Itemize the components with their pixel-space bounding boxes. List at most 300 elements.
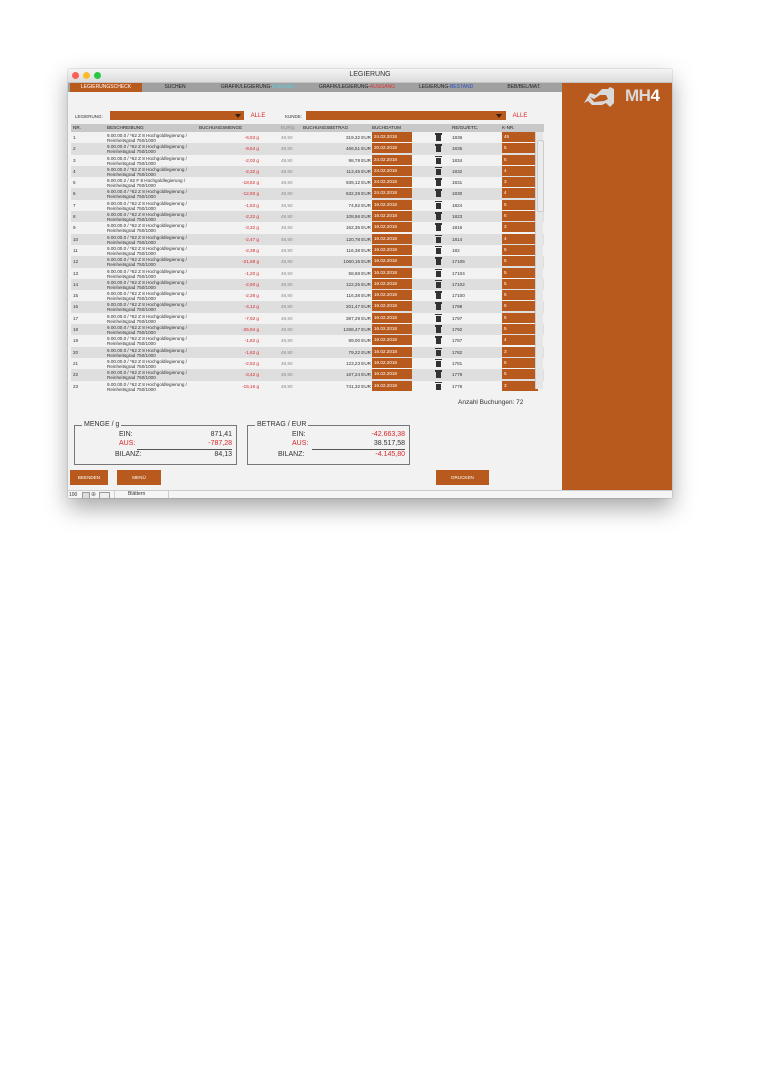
row-beschreibung <box>107 348 205 358</box>
row-buchungsmenge: -18,82 g <box>242 180 259 186</box>
betrag-title: BETRAG / EUR <box>257 421 307 428</box>
row-knr[interactable]: 3 <box>502 222 538 232</box>
row-knr[interactable]: 5 <box>502 313 538 323</box>
row-knr[interactable]: 5 <box>502 279 538 289</box>
alle-legierung-button[interactable]: ALLE <box>250 113 266 119</box>
app-window <box>68 69 672 498</box>
row-knr[interactable]: 5 <box>502 256 538 266</box>
row-nr: 8 <box>73 214 76 220</box>
row-buchdatum[interactable]: 24.02.2018 <box>372 177 412 187</box>
row-beschreibung <box>107 269 205 279</box>
row-nr: 18 <box>73 327 79 333</box>
row-beschreibung-line1: 9.00.00.0 / *62 Z 8 Hochgoldlegierung / <box>107 234 187 240</box>
row-re: 1830 <box>452 191 463 197</box>
row-eur-g: 48,90 <box>281 327 293 333</box>
tab-bar <box>68 83 562 92</box>
col-nr[interactable]: NR. <box>73 125 81 130</box>
mode-indicator <box>114 490 169 498</box>
row-beschreibung <box>107 133 205 143</box>
row-eur-g: 48,90 <box>281 372 293 378</box>
row-re: 1778 <box>452 383 463 389</box>
table-row[interactable] <box>71 222 544 233</box>
beenden-button[interactable]: BEENDEN <box>70 470 108 485</box>
row-buchdatum[interactable]: 16.02.2018 <box>372 381 412 391</box>
table-row[interactable] <box>71 143 544 154</box>
row-eur-g: 48,90 <box>281 146 293 152</box>
row-nr: 12 <box>73 259 79 265</box>
row-nr: 5 <box>73 180 76 186</box>
menu-button[interactable]: MENÜ <box>117 470 161 485</box>
trash-icon[interactable] <box>435 212 442 220</box>
table-scrollbar[interactable] <box>535 132 543 389</box>
row-buchdatum[interactable]: 16.02.2018 <box>372 245 412 255</box>
col-knr[interactable]: K-NR. <box>502 125 515 130</box>
row-eur-g: 48,90 <box>281 135 293 140</box>
row-buchungsmenge: -2,02 g <box>244 157 259 163</box>
kunde-label: KUNDE: <box>285 114 303 119</box>
trash-icon[interactable] <box>435 291 442 299</box>
booking-table <box>71 132 544 392</box>
row-buchungsmenge: -15,16 g <box>242 383 259 389</box>
alle-kunde-button[interactable]: ALLE <box>512 113 528 119</box>
row-beschreibung-line2: Reinheitsgrad 750/1000 <box>107 284 156 290</box>
tab-suchen[interactable] <box>142 83 208 92</box>
row-buchungsmenge: -25,94 g <box>242 327 259 333</box>
row-beschreibung-line1: 9.00.00.0 / *62 Z 8 Hochgoldlegierung / <box>107 155 187 161</box>
row-beschreibung <box>107 235 205 245</box>
row-re: 17104 <box>452 270 465 276</box>
table-row[interactable] <box>71 177 544 188</box>
mh4-logo <box>625 86 659 106</box>
row-beschreibung-line2: Reinheitsgrad 750/1000 <box>107 352 156 358</box>
row-beschreibung-line2: Reinheitsgrad 750/1000 <box>107 386 156 392</box>
row-re: 1797 <box>452 315 463 321</box>
mode-label: Blättern <box>128 491 146 497</box>
tab-grafik-eingang[interactable] <box>208 83 308 92</box>
trash-icon[interactable] <box>435 348 442 356</box>
row-eur-g: 48,90 <box>281 191 293 197</box>
row-beschreibung-line1: 9.00.00.0 / *62 Z 8 Hochgoldlegierung / <box>107 257 187 263</box>
row-beschreibung-line1: 9.00.00.0 / *62 Z 8 Hochgoldlegierung / <box>107 302 187 308</box>
trash-icon[interactable] <box>435 201 442 209</box>
window-title: LEGIERUNG <box>349 71 391 78</box>
trash-icon[interactable] <box>435 359 442 367</box>
row-beschreibung <box>107 257 205 267</box>
row-nr: 17 <box>73 315 79 321</box>
row-re: 1781 <box>452 360 463 366</box>
row-beschreibung-line1: 9.00.00.2 / 62 F 8 Hochgoldlegierung / <box>107 178 186 184</box>
row-nr: 16 <box>73 304 79 310</box>
trash-icon[interactable] <box>435 223 442 231</box>
row-eur-g: 48,90 <box>281 236 293 242</box>
row-buchungsbetrag: 108,56 EUR <box>345 214 371 220</box>
row-buchungsbetrag: 201,47 EUR <box>345 304 371 310</box>
tab-label-highlight: BESTAND <box>449 84 474 90</box>
row-beschreibung-line1: 9.00.00.0 / *62 Z 8 Hochgoldlegierung / <box>107 381 187 387</box>
row-nr: 4 <box>73 168 76 174</box>
row-buchungsmenge: -1,82 g <box>244 338 259 344</box>
trash-icon[interactable] <box>435 178 442 186</box>
row-buchungsbetrag: 123,23 EUR <box>345 360 371 366</box>
trash-icon[interactable] <box>435 257 442 265</box>
row-buchungsmenge: -9,54 g <box>244 146 259 152</box>
row-eur-g: 48,90 <box>281 259 293 265</box>
row-knr[interactable]: 5 <box>502 143 538 153</box>
trash-icon[interactable] <box>435 167 442 175</box>
col-beschreibung[interactable]: BESCHREIBUNG <box>107 125 144 130</box>
row-nr: 20 <box>73 349 79 355</box>
row-buchdatum[interactable]: 16.02.2018 <box>372 324 412 334</box>
col-buchdatum[interactable]: BUCHDATUM <box>372 125 402 130</box>
row-nr: 23 <box>73 383 79 389</box>
drucken-button[interactable]: DRUCKEN <box>436 470 489 485</box>
tab-label: GRAFIK/LEGIERUNG- <box>318 84 371 90</box>
row-re: 1834 <box>452 157 463 163</box>
row-beschreibung-line1: 9.00.00.0 / *62 Z 8 Hochgoldlegierung / <box>107 268 187 274</box>
zoom-level[interactable]: 100 <box>69 492 78 498</box>
row-buchungsmenge: -2,50 g <box>244 281 259 287</box>
row-buchdatum[interactable]: 16.02.2018 <box>372 279 412 289</box>
row-buchdatum[interactable]: 20.02.2018 <box>372 143 412 153</box>
table-row[interactable] <box>71 245 544 256</box>
logo-mh: MH <box>625 86 651 105</box>
table-row[interactable] <box>71 301 544 312</box>
table-row[interactable] <box>71 324 544 335</box>
row-beschreibung <box>107 212 205 222</box>
row-beschreibung-line2: Reinheitsgrad 750/1000 <box>107 307 156 313</box>
row-buchdatum[interactable]: 16.02.2018 <box>372 335 412 345</box>
row-knr[interactable]: 5 <box>502 200 538 210</box>
tab-grafik-ausgang[interactable] <box>308 83 406 92</box>
row-beschreibung <box>107 144 205 154</box>
row-beschreibung-line2: Reinheitsgrad 750/1000 <box>107 205 156 211</box>
trash-icon[interactable] <box>435 246 442 254</box>
row-knr[interactable]: 5 <box>502 155 538 165</box>
row-knr[interactable]: 4 <box>502 234 538 244</box>
trash-icon[interactable] <box>435 370 442 378</box>
row-beschreibung-line2: Reinheitsgrad 750/1000 <box>107 149 156 155</box>
row-beschreibung-line2: Reinheitsgrad 750/1000 <box>107 194 156 200</box>
kunde-select[interactable] <box>306 111 506 120</box>
row-buchdatum[interactable]: 16.02.2018 <box>372 301 412 311</box>
row-buchungsbetrag: 79,22 EUR <box>348 349 371 355</box>
row-beschreibung-line1: 9.00.00.0 / *62 Z 8 Hochgoldlegierung / <box>107 223 187 229</box>
title-bar <box>68 69 672 83</box>
row-nr: 22 <box>73 372 79 378</box>
row-re: 1816 <box>452 225 463 231</box>
col-re[interactable]: RE/GU/ETC. <box>452 125 479 130</box>
row-buchdatum[interactable]: 16.02.2018 <box>372 313 412 323</box>
tab-label: GRAFIK/LEGIERUNG- <box>220 84 273 90</box>
row-knr[interactable]: 3 <box>502 381 538 391</box>
row-re: 1835 <box>452 146 463 152</box>
row-beschreibung-line1: 9.00.00.0 / *62 Z 8 Hochgoldlegierung / <box>107 133 187 138</box>
row-re: 1824 <box>452 202 463 208</box>
trash-icon[interactable] <box>435 269 442 277</box>
row-beschreibung <box>107 201 205 211</box>
row-beschreibung <box>107 302 205 312</box>
row-beschreibung-line1: 9.00.00.0 / *62 Z 8 Hochgoldlegierung / <box>107 291 187 297</box>
menge-title: MENGE / g <box>84 421 120 428</box>
row-buchungsbetrag: 120,78 EUR <box>345 236 371 242</box>
menge-summary <box>74 421 237 465</box>
row-knr[interactable]: 5 <box>502 211 538 221</box>
row-buchdatum[interactable]: 16.02.2018 <box>372 369 412 379</box>
legierung-label: LEGIERUNG: <box>75 114 103 119</box>
table-row[interactable] <box>71 279 544 290</box>
row-knr[interactable]: 5 <box>502 369 538 379</box>
row-buchungsmenge: -6,53 g <box>244 135 259 140</box>
row-nr: 15 <box>73 293 79 299</box>
row-knr[interactable]: 5 <box>502 290 538 300</box>
row-buchdatum[interactable]: 16.02.2018 <box>372 234 412 244</box>
trash-icon[interactable] <box>435 133 442 141</box>
row-buchungsmenge: -3,42 g <box>244 372 259 378</box>
row-eur-g: 48,90 <box>281 304 293 310</box>
table-row[interactable] <box>71 381 544 392</box>
betrag-divider <box>312 449 405 450</box>
row-beschreibung-line2: Reinheitsgrad 750/1000 <box>107 183 156 189</box>
row-knr[interactable]: 4 <box>502 166 538 176</box>
table-row[interactable] <box>71 166 544 177</box>
table-row[interactable] <box>71 200 544 211</box>
row-beschreibung-line1: 9.00.00.0 / *62 Z 8 Hochgoldlegierung / <box>107 200 187 206</box>
row-beschreibung <box>107 280 205 290</box>
trash-icon[interactable] <box>435 235 442 243</box>
row-beschreibung <box>107 370 205 380</box>
row-buchungsmenge: -1,62 g <box>244 349 259 355</box>
row-buchdatum[interactable]: 24.02.2018 <box>372 166 412 176</box>
betrag-summary <box>247 421 410 465</box>
row-buchungsbetrag: 167,24 EUR <box>345 372 371 378</box>
row-buchdatum[interactable]: 24.02.2018 <box>372 188 412 198</box>
row-buchungsmenge: -2,52 g <box>244 360 259 366</box>
row-buchungsbetrag: 98,78 EUR <box>348 157 371 163</box>
row-buchdatum[interactable]: 16.02.2018 <box>372 211 412 221</box>
row-eur-g: 48,90 <box>281 293 293 299</box>
row-beschreibung <box>107 156 205 166</box>
row-knr[interactable]: 5 <box>502 358 538 368</box>
trash-icon[interactable] <box>435 189 442 197</box>
row-nr: 10 <box>73 236 79 242</box>
row-nr: 14 <box>73 281 79 287</box>
row-buchungsbetrag: 939,12 EUR <box>345 180 371 186</box>
zoom-out-icon[interactable] <box>82 492 90 498</box>
row-buchdatum[interactable]: 16.02.2018 <box>372 358 412 368</box>
row-re: 17102 <box>452 281 465 287</box>
trash-icon[interactable] <box>435 144 442 152</box>
trash-icon[interactable] <box>435 336 442 344</box>
row-buchungsbetrag: 113,45 EUR <box>346 168 371 174</box>
row-buchungsmenge: -7,92 g <box>244 315 259 321</box>
row-beschreibung <box>107 246 205 256</box>
row-buchungsbetrag: 122,25 EUR <box>345 281 371 287</box>
row-buchdatum[interactable]: 24.02.2018 <box>372 155 412 165</box>
row-beschreibung-line2: Reinheitsgrad 750/1000 <box>107 228 156 234</box>
brand-sidebar <box>562 83 672 490</box>
tab-beb-bel-mat[interactable] <box>486 83 562 92</box>
row-beschreibung <box>107 314 205 324</box>
row-eur-g: 48,90 <box>281 202 293 208</box>
row-beschreibung-line2: Reinheitsgrad 750/1000 <box>107 330 156 336</box>
row-beschreibung-line2: Reinheitsgrad 750/1000 <box>107 341 156 347</box>
row-knr[interactable]: 3 <box>502 347 538 357</box>
row-beschreibung-line2: Reinheitsgrad 750/1000 <box>107 239 156 245</box>
col-eur-g[interactable]: EUR/g <box>281 125 295 130</box>
table-row[interactable] <box>71 256 544 267</box>
row-buchungsbetrag: 74,82 EUR <box>348 202 371 208</box>
row-eur-g: 48,90 <box>281 270 293 276</box>
row-buchungsbetrag: 58,68 EUR <box>348 270 371 276</box>
table-row[interactable] <box>71 234 544 245</box>
table-row[interactable] <box>71 211 544 222</box>
row-buchungsmenge: -1,20 g <box>244 270 259 276</box>
row-buchungsmenge: -3,32 g <box>244 225 259 231</box>
table-row[interactable] <box>71 369 544 380</box>
row-buchdatum[interactable]: 16.02.2018 <box>372 268 412 278</box>
tab-legierung-bestand[interactable] <box>406 83 486 92</box>
row-beschreibung-line2: Reinheitsgrad 750/1000 <box>107 273 156 279</box>
row-re: 1836 <box>452 135 463 140</box>
row-re: 1787 <box>452 338 463 344</box>
row-nr: 7 <box>73 202 76 208</box>
betrag-ein-label: EIN: <box>292 431 306 438</box>
row-buchungsbetrag: 116,38 EUR <box>346 293 371 299</box>
menge-aus-label: AUS: <box>119 440 136 447</box>
row-buchdatum[interactable]: 16.02.2018 <box>372 200 412 210</box>
row-buchungsbetrag: 741,32 EUR <box>345 383 371 389</box>
row-eur-g: 48,90 <box>281 281 293 287</box>
row-re: 1782 <box>452 349 463 355</box>
tab-label: BEB/BEL/MAT. <box>507 84 541 90</box>
row-knr[interactable]: 5 <box>502 301 538 311</box>
status-bar <box>68 490 672 498</box>
row-beschreibung-line2: Reinheitsgrad 750/1000 <box>107 262 156 268</box>
menge-bilanz-label: BILANZ: <box>115 451 142 458</box>
row-buchungsbetrag: 319,32 EUR <box>345 135 371 140</box>
row-beschreibung-line2: Reinheitsgrad 750/1000 <box>107 250 156 256</box>
table-row[interactable] <box>71 313 544 324</box>
tab-label: LEGIERUNG- <box>418 84 450 90</box>
row-beschreibung-line2: Reinheitsgrad 750/1000 <box>107 217 156 223</box>
row-knr[interactable]: 45 <box>502 132 538 142</box>
row-beschreibung-line2: Reinheitsgrad 750/1000 <box>107 296 156 302</box>
row-knr[interactable]: 3 <box>502 177 538 187</box>
zoom-in-icon[interactable]: ⊕ <box>91 492 97 498</box>
legierung-select[interactable] <box>110 111 244 120</box>
row-eur-g: 48,90 <box>281 157 293 163</box>
row-nr: 11 <box>73 247 78 253</box>
trash-icon[interactable] <box>435 382 442 390</box>
row-buchungsmenge: -1,53 g <box>244 202 259 208</box>
row-beschreibung-line2: Reinheitsgrad 750/1000 <box>107 138 156 143</box>
row-buchungsbetrag: 1060,15 EUR <box>343 259 371 265</box>
row-buchdatum[interactable]: 16.02.2018 <box>372 290 412 300</box>
table-row[interactable] <box>71 155 544 166</box>
anzahl-buchungen: Anzahl Buchungen: 72 <box>458 399 524 406</box>
row-buchungsbetrag: 116,38 EUR <box>346 247 371 253</box>
row-beschreibung <box>107 382 205 392</box>
scrollbar-thumb[interactable] <box>537 140 544 212</box>
row-eur-g: 48,90 <box>281 180 293 186</box>
row-beschreibung <box>107 178 205 188</box>
chevron-down-icon <box>496 114 502 118</box>
row-buchdatum[interactable]: 24.02.2018 <box>372 132 412 142</box>
row-eur-g: 48,90 <box>281 383 293 389</box>
row-beschreibung <box>107 291 205 301</box>
trash-icon[interactable] <box>435 156 442 164</box>
row-beschreibung-line1: 9.00.00.0 / *62 Z 8 Hochgoldlegierung / <box>107 144 187 150</box>
row-knr[interactable]: 4 <box>502 188 538 198</box>
row-nr: 13 <box>73 270 79 276</box>
row-knr[interactable]: 5 <box>502 268 538 278</box>
row-buchdatum[interactable]: 16.02.2018 <box>372 256 412 266</box>
row-beschreibung <box>107 223 205 233</box>
trash-icon[interactable] <box>435 280 442 288</box>
row-buchungsbetrag: 1268,47 EUR <box>343 327 371 333</box>
row-nr: 6 <box>73 191 76 197</box>
trash-icon[interactable] <box>435 302 442 310</box>
table-row[interactable] <box>71 132 544 143</box>
row-beschreibung-line1: 9.00.00.0 / *62 Z 8 Hochgoldlegierung / <box>107 166 187 172</box>
row-nr: 1 <box>73 135 76 140</box>
table-row[interactable] <box>71 358 544 369</box>
col-buchungsbetrag[interactable]: BUCHUNGSBETRAG <box>303 125 349 130</box>
betrag-aus-label: AUS: <box>292 440 309 447</box>
trash-icon[interactable] <box>435 314 442 322</box>
row-buchdatum[interactable]: 16.02.2018 <box>372 222 412 232</box>
row-beschreibung-line1: 9.00.00.0 / *62 Z 8 Hochgoldlegierung / <box>107 358 187 364</box>
menge-divider <box>137 449 232 450</box>
row-beschreibung <box>107 167 205 177</box>
row-buchungsbetrag: 466,51 EUR <box>345 146 371 152</box>
layout-toggle-icon[interactable] <box>99 492 110 498</box>
betrag-aus-value: 38.517,58 <box>373 440 405 447</box>
row-eur-g: 48,90 <box>281 168 293 174</box>
row-eur-g: 48,90 <box>281 360 293 366</box>
trash-icon[interactable] <box>435 325 442 333</box>
betrag-bilanz-label: BILANZ: <box>278 451 305 458</box>
row-beschreibung-line1: 9.00.00.0 / *62 Z 8 Hochgoldlegierung / <box>107 370 187 376</box>
table-row[interactable] <box>71 347 544 358</box>
row-buchungsbetrag: 89,00 EUR <box>348 338 371 344</box>
row-buchungsmenge: -2,22 g <box>244 214 259 220</box>
betrag-ein-value: -42.663,38 <box>371 431 405 438</box>
main-content <box>68 92 562 490</box>
tab-label: LEGIERUNGSCHECK <box>80 84 132 90</box>
col-buchungsmenge[interactable]: BUCHUNGSMENGE <box>199 125 243 130</box>
row-knr[interactable]: 5 <box>502 245 538 255</box>
row-beschreibung <box>107 325 205 335</box>
cat-logo-icon <box>580 85 622 109</box>
tab-legierungscheck[interactable] <box>70 83 142 92</box>
row-re: 1823 <box>452 214 463 220</box>
row-re: 1814 <box>452 236 463 242</box>
row-beschreibung-line1: 9.00.00.0 / *62 Z 8 Hochgoldlegierung / <box>107 212 187 218</box>
table-row[interactable] <box>71 335 544 346</box>
row-eur-g: 48,90 <box>281 315 293 321</box>
row-eur-g: 48,90 <box>281 225 293 231</box>
table-row[interactable] <box>71 290 544 301</box>
table-row[interactable] <box>71 188 544 199</box>
row-beschreibung-line2: Reinheitsgrad 750/1000 <box>107 171 156 177</box>
row-buchdatum[interactable]: 16.02.2018 <box>372 347 412 357</box>
row-buchungsmenge: -2,32 g <box>244 168 259 174</box>
table-row[interactable] <box>71 268 544 279</box>
row-knr[interactable]: 4 <box>502 335 538 345</box>
row-buchungsmenge: -12,93 g <box>242 191 259 197</box>
row-knr[interactable]: 5 <box>502 324 538 334</box>
